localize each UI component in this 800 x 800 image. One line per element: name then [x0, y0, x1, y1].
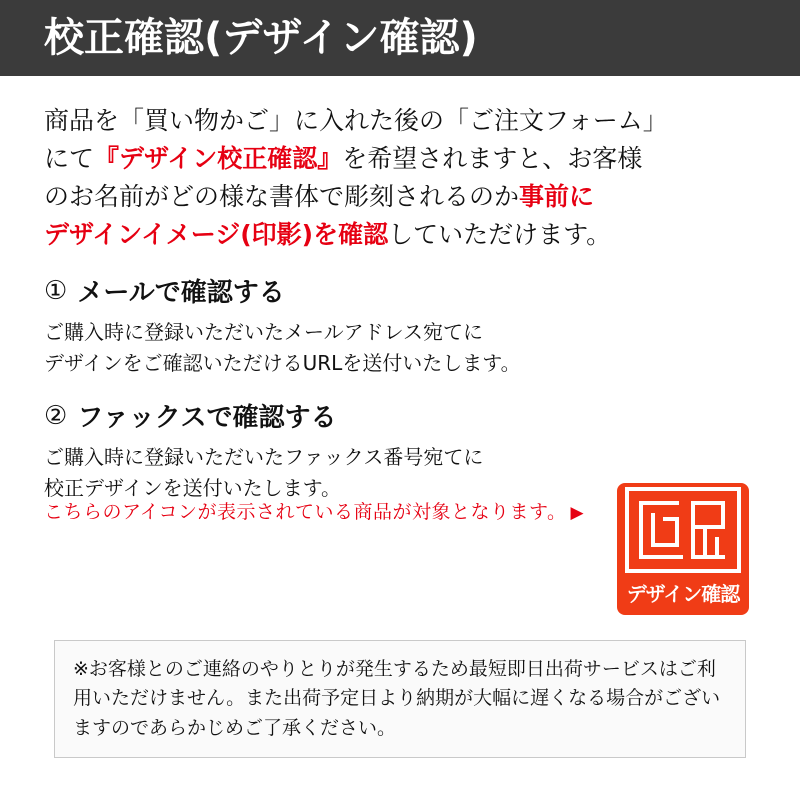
lead-line-4-emphasis: デザインイメージ(印影)を確認 — [44, 220, 389, 249]
section-heading-mail — [0, 254, 800, 309]
stamp-label — [617, 578, 749, 607]
section-number-2: ② — [44, 400, 68, 431]
lead-line-1-text: 商品を「買い物かご」に入れた後の「ご注文フォーム」 — [44, 106, 668, 135]
lead-line-2-text-a: にて — [44, 144, 95, 173]
lead-paragraph — [0, 76, 800, 254]
section-number-1: ① — [44, 275, 68, 306]
caution-note-box — [54, 640, 746, 758]
lead-line-3-emphasis: 事前に — [519, 182, 595, 211]
icon-note — [44, 497, 584, 524]
section-title-2: ファックスで確認する — [77, 403, 337, 433]
section-body-mail — [0, 309, 800, 379]
design-confirm-stamp-icon — [617, 483, 749, 615]
section-body-mail-line-2: デザインをご確認いただけるURLを送付いたします。 — [44, 351, 521, 375]
content-area — [0, 76, 800, 504]
lead-line-2 — [44, 140, 756, 178]
page-title: 校正確認(デザイン確認) — [44, 15, 478, 61]
caution-line-1: ※お客様とのご連絡のやりとりが発生するため最短即日出荷サービスはご利 — [73, 658, 716, 680]
lead-line-3 — [44, 178, 756, 216]
lead-line-1 — [44, 102, 756, 140]
lead-line-4 — [44, 216, 756, 254]
lead-line-2-emphasis: 『デザイン校正確認』 — [94, 144, 343, 173]
section-body-fax-line-1: ご購入時に登録いただいたファックス番号宛てに — [44, 445, 484, 469]
stamp-label-main: デザイン確認 — [626, 582, 740, 606]
lead-line-2-text-b: を希望されますと、お客様 — [342, 144, 643, 173]
section-body-mail-line-1: ご購入時に登録いただいたメールアドレス宛てに — [44, 320, 483, 344]
icon-note-text: こちらのアイコンが表示されている商品が対象となります。 — [44, 501, 567, 523]
section-body-fax-line-2: 校正デザインを送付いたします。 — [44, 476, 341, 500]
section-title-1: メールで確認する — [77, 278, 285, 308]
triangle-right-icon: ▶ — [570, 503, 585, 523]
stamp-seal-art — [625, 487, 741, 573]
lead-line-3-text-a: のお名前がどの様な書体で彫刻されるのか — [44, 182, 520, 211]
caution-line-3: ますのであらかじめご了承ください。 — [73, 716, 397, 739]
caution-line-2: 用いただけません。また出荷予定日より納期が大幅に遅くなる場合がござい — [73, 687, 721, 710]
lead-line-4-text-b: していただけます。 — [388, 220, 612, 249]
page-header — [0, 0, 800, 76]
section-heading-fax — [0, 379, 800, 434]
